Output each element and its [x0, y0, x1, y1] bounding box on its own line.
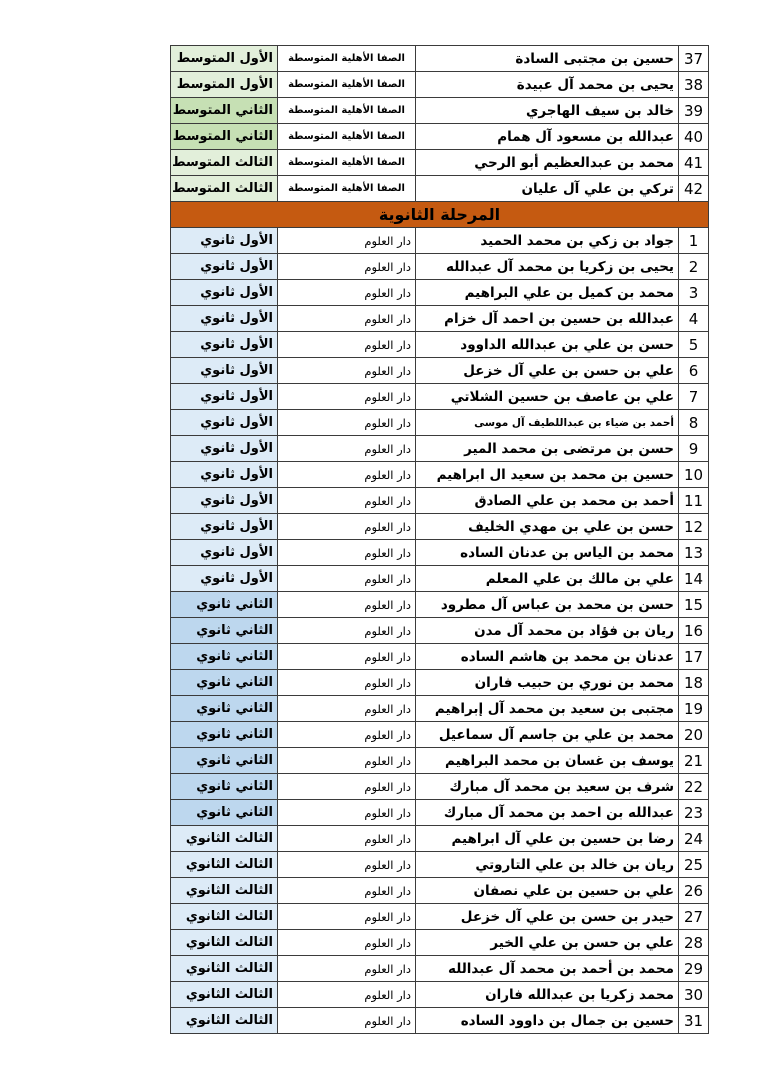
grade-cell: الأول ثانوي: [171, 462, 278, 488]
row-number-cell: 38: [679, 72, 709, 98]
student-name-cell: حسن بن مرتضى بن محمد المير: [416, 436, 679, 462]
school-cell: دار العلوم: [278, 384, 416, 410]
school-cell: دار العلوم: [278, 488, 416, 514]
student-name-cell: حسين بن مجتبى السادة: [416, 46, 679, 72]
secondary-tbody: [171, 228, 709, 1034]
school-cell: دار العلوم: [278, 852, 416, 878]
student-name-cell: عبدالله بن حسين بن احمد آل خزام: [416, 306, 679, 332]
row-number-cell: 9: [679, 436, 709, 462]
row-number-cell: 10: [679, 462, 709, 488]
school-cell: دار العلوم: [278, 696, 416, 722]
student-row: [171, 930, 709, 956]
school-cell: دار العلوم: [278, 254, 416, 280]
school-cell: دار العلوم: [278, 228, 416, 254]
student-name-cell: تركي بن علي آل عليان: [416, 176, 679, 202]
grade-cell: الثالث الثانوي: [171, 956, 278, 982]
row-number-cell: 42: [679, 176, 709, 202]
student-row: [171, 1008, 709, 1034]
row-number-cell: 29: [679, 956, 709, 982]
student-name-cell: حيدر بن حسن بن علي آل خزعل: [416, 904, 679, 930]
student-row: [171, 592, 709, 618]
school-cell: دار العلوم: [278, 800, 416, 826]
row-number-cell: 20: [679, 722, 709, 748]
student-name-cell: ريان بن خالد بن علي التاروتي: [416, 852, 679, 878]
student-row: [171, 72, 709, 98]
school-cell: دار العلوم: [278, 306, 416, 332]
grade-cell: الثاني ثانوي: [171, 800, 278, 826]
student-row: [171, 774, 709, 800]
grade-cell: الأول ثانوي: [171, 306, 278, 332]
student-name-cell: أحمد بن محمد بن علي الصادق: [416, 488, 679, 514]
row-number-cell: 37: [679, 46, 709, 72]
middle-school-tbody: [171, 46, 709, 202]
student-name-cell: محمد بن نوري بن حبيب فاران: [416, 670, 679, 696]
grade-cell: الأول المتوسط: [171, 46, 278, 72]
student-name-cell: ريان بن فؤاد بن محمد آل مدن: [416, 618, 679, 644]
student-row: [171, 878, 709, 904]
row-number-cell: 39: [679, 98, 709, 124]
grade-cell: الثالث الثانوي: [171, 904, 278, 930]
school-cell: الصفا الأهلية المتوسطة: [278, 124, 416, 150]
row-number-cell: 8: [679, 410, 709, 436]
student-name-cell: شرف بن سعيد بن محمد آل مبارك: [416, 774, 679, 800]
row-number-cell: 40: [679, 124, 709, 150]
student-name-cell: محمد بن كميل بن علي البراهيم: [416, 280, 679, 306]
student-name-cell: علي بن حسن بن علي آل خزعل: [416, 358, 679, 384]
student-name-cell: عدنان بن محمد بن هاشم الساده: [416, 644, 679, 670]
school-cell: دار العلوم: [278, 332, 416, 358]
grade-cell: الثالث الثانوي: [171, 982, 278, 1008]
student-row: [171, 852, 709, 878]
student-name-cell: رضا بن حسين بن علي آل ابراهيم: [416, 826, 679, 852]
student-row: [171, 332, 709, 358]
grade-cell: الثاني ثانوي: [171, 592, 278, 618]
row-number-cell: 15: [679, 592, 709, 618]
student-row: [171, 904, 709, 930]
school-cell: دار العلوم: [278, 774, 416, 800]
school-cell: الصفا الأهلية المتوسطة: [278, 72, 416, 98]
grade-cell: الأول ثانوي: [171, 566, 278, 592]
student-row: [171, 696, 709, 722]
grade-cell: الأول ثانوي: [171, 436, 278, 462]
row-number-cell: 19: [679, 696, 709, 722]
grade-cell: الأول ثانوي: [171, 332, 278, 358]
row-number-cell: 26: [679, 878, 709, 904]
school-cell: دار العلوم: [278, 618, 416, 644]
grade-cell: الأول ثانوي: [171, 540, 278, 566]
student-row: [171, 46, 709, 72]
row-number-cell: 5: [679, 332, 709, 358]
student-row: [171, 124, 709, 150]
school-cell: دار العلوم: [278, 878, 416, 904]
student-name-cell: خالد بن سيف الهاجري: [416, 98, 679, 124]
grade-cell: الأول ثانوي: [171, 514, 278, 540]
grade-cell: الثالث المتوسط: [171, 176, 278, 202]
row-number-cell: 7: [679, 384, 709, 410]
grade-cell: الثالث الثانوي: [171, 930, 278, 956]
stage-header-title: المرحلة الثانوية: [171, 202, 709, 228]
school-cell: الصفا الأهلية المتوسطة: [278, 46, 416, 72]
grade-cell: الأول ثانوي: [171, 488, 278, 514]
grade-cell: الثاني ثانوي: [171, 696, 278, 722]
school-cell: دار العلوم: [278, 280, 416, 306]
school-cell: الصفا الأهلية المتوسطة: [278, 98, 416, 124]
grade-cell: الثاني ثانوي: [171, 670, 278, 696]
row-number-cell: 1: [679, 228, 709, 254]
student-row: [171, 176, 709, 202]
student-name-cell: محمد زكريا بن عبدالله فاران: [416, 982, 679, 1008]
school-cell: دار العلوم: [278, 592, 416, 618]
student-name-cell: حسن بن علي بن عبدالله الداوود: [416, 332, 679, 358]
school-cell: دار العلوم: [278, 436, 416, 462]
grade-cell: الأول ثانوي: [171, 228, 278, 254]
grade-cell: الأول ثانوي: [171, 254, 278, 280]
school-cell: دار العلوم: [278, 566, 416, 592]
school-cell: دار العلوم: [278, 462, 416, 488]
student-row: [171, 800, 709, 826]
school-cell: دار العلوم: [278, 722, 416, 748]
row-number-cell: 16: [679, 618, 709, 644]
students-table: [170, 45, 709, 1034]
student-row: [171, 722, 709, 748]
student-name-cell: حسن بن علي بن مهدي الخليف: [416, 514, 679, 540]
student-row: [171, 566, 709, 592]
student-row: [171, 540, 709, 566]
row-number-cell: 22: [679, 774, 709, 800]
grade-cell: الثاني المتوسط: [171, 124, 278, 150]
school-cell: دار العلوم: [278, 540, 416, 566]
grade-cell: الثاني ثانوي: [171, 748, 278, 774]
student-name-cell: علي بن عاصف بن حسين الشلاتي: [416, 384, 679, 410]
grade-cell: الثالث الثانوي: [171, 1008, 278, 1034]
grade-cell: الثالث الثانوي: [171, 826, 278, 852]
row-number-cell: 4: [679, 306, 709, 332]
grade-cell: الثالث المتوسط: [171, 150, 278, 176]
grade-cell: الثالث الثانوي: [171, 852, 278, 878]
student-name-cell: علي بن حسن بن علي الخير: [416, 930, 679, 956]
row-number-cell: 12: [679, 514, 709, 540]
row-number-cell: 11: [679, 488, 709, 514]
grade-cell: الأول ثانوي: [171, 384, 278, 410]
row-number-cell: 27: [679, 904, 709, 930]
row-number-cell: 13: [679, 540, 709, 566]
row-number-cell: 18: [679, 670, 709, 696]
student-row: [171, 254, 709, 280]
school-cell: دار العلوم: [278, 826, 416, 852]
grade-cell: الثاني ثانوي: [171, 774, 278, 800]
school-cell: دار العلوم: [278, 514, 416, 540]
student-row: [171, 826, 709, 852]
row-number-cell: 30: [679, 982, 709, 1008]
student-name-cell: أحمد بن ضياء بن عبداللطيف آل موسى: [416, 410, 679, 436]
student-row: [171, 982, 709, 1008]
school-cell: دار العلوم: [278, 644, 416, 670]
school-cell: دار العلوم: [278, 1008, 416, 1034]
school-cell: دار العلوم: [278, 410, 416, 436]
student-name-cell: محمد بن الياس بن عدنان الساده: [416, 540, 679, 566]
row-number-cell: 25: [679, 852, 709, 878]
student-name-cell: يحيى بن محمد آل عبيدة: [416, 72, 679, 98]
school-cell: الصفا الأهلية المتوسطة: [278, 150, 416, 176]
student-name-cell: علي بن حسين بن علي نصفان: [416, 878, 679, 904]
student-name-cell: حسن بن محمد بن عباس آل مطرود: [416, 592, 679, 618]
student-row: [171, 98, 709, 124]
stage-header-row: [171, 202, 709, 228]
school-cell: دار العلوم: [278, 930, 416, 956]
student-name-cell: محمد بن علي بن جاسم آل سماعيل: [416, 722, 679, 748]
row-number-cell: 24: [679, 826, 709, 852]
school-cell: دار العلوم: [278, 748, 416, 774]
student-row: [171, 618, 709, 644]
row-number-cell: 41: [679, 150, 709, 176]
grade-cell: الثاني المتوسط: [171, 98, 278, 124]
student-name-cell: مجتبى بن سعيد بن محمد آل إبراهيم: [416, 696, 679, 722]
row-number-cell: 21: [679, 748, 709, 774]
school-cell: دار العلوم: [278, 670, 416, 696]
student-row: [171, 670, 709, 696]
student-name-cell: يحيى بن زكريا بن محمد آل عبدالله: [416, 254, 679, 280]
row-number-cell: 6: [679, 358, 709, 384]
student-row: [171, 280, 709, 306]
student-row: [171, 384, 709, 410]
student-name-cell: حسين بن جمال بن داوود الساده: [416, 1008, 679, 1034]
student-row: [171, 436, 709, 462]
student-row: [171, 956, 709, 982]
student-name-cell: حسين بن محمد بن سعيد ال ابراهيم: [416, 462, 679, 488]
row-number-cell: 3: [679, 280, 709, 306]
grade-cell: الأول ثانوي: [171, 358, 278, 384]
grade-cell: الثاني ثانوي: [171, 618, 278, 644]
row-number-cell: 14: [679, 566, 709, 592]
school-cell: الصفا الأهلية المتوسطة: [278, 176, 416, 202]
student-row: [171, 410, 709, 436]
school-cell: دار العلوم: [278, 904, 416, 930]
row-number-cell: 31: [679, 1008, 709, 1034]
student-row: [171, 228, 709, 254]
school-cell: دار العلوم: [278, 982, 416, 1008]
student-row: [171, 644, 709, 670]
grade-cell: الأول المتوسط: [171, 72, 278, 98]
student-row: [171, 306, 709, 332]
row-number-cell: 23: [679, 800, 709, 826]
grade-cell: الأول ثانوي: [171, 280, 278, 306]
student-row: [171, 514, 709, 540]
student-row: [171, 462, 709, 488]
student-name-cell: يوسف بن غسان بن محمد البراهيم: [416, 748, 679, 774]
grade-cell: الأول ثانوي: [171, 410, 278, 436]
grade-cell: الثالث الثانوي: [171, 878, 278, 904]
row-number-cell: 28: [679, 930, 709, 956]
student-row: [171, 358, 709, 384]
grade-cell: الثاني ثانوي: [171, 722, 278, 748]
student-name-cell: عبدالله بن مسعود آل همام: [416, 124, 679, 150]
student-row: [171, 150, 709, 176]
student-row: [171, 488, 709, 514]
student-name-cell: علي بن مالك بن علي المعلم: [416, 566, 679, 592]
student-name-cell: جواد بن زكي بن محمد الحميد: [416, 228, 679, 254]
school-cell: دار العلوم: [278, 956, 416, 982]
stage-header-tbody: [171, 202, 709, 228]
row-number-cell: 17: [679, 644, 709, 670]
student-name-cell: محمد بن عبدالعظيم أبو الرحي: [416, 150, 679, 176]
school-cell: دار العلوم: [278, 358, 416, 384]
student-row: [171, 748, 709, 774]
student-name-cell: محمد بن أحمد بن محمد آل عبدالله: [416, 956, 679, 982]
row-number-cell: 2: [679, 254, 709, 280]
grade-cell: الثاني ثانوي: [171, 644, 278, 670]
student-name-cell: عبدالله بن احمد بن محمد آل مبارك: [416, 800, 679, 826]
